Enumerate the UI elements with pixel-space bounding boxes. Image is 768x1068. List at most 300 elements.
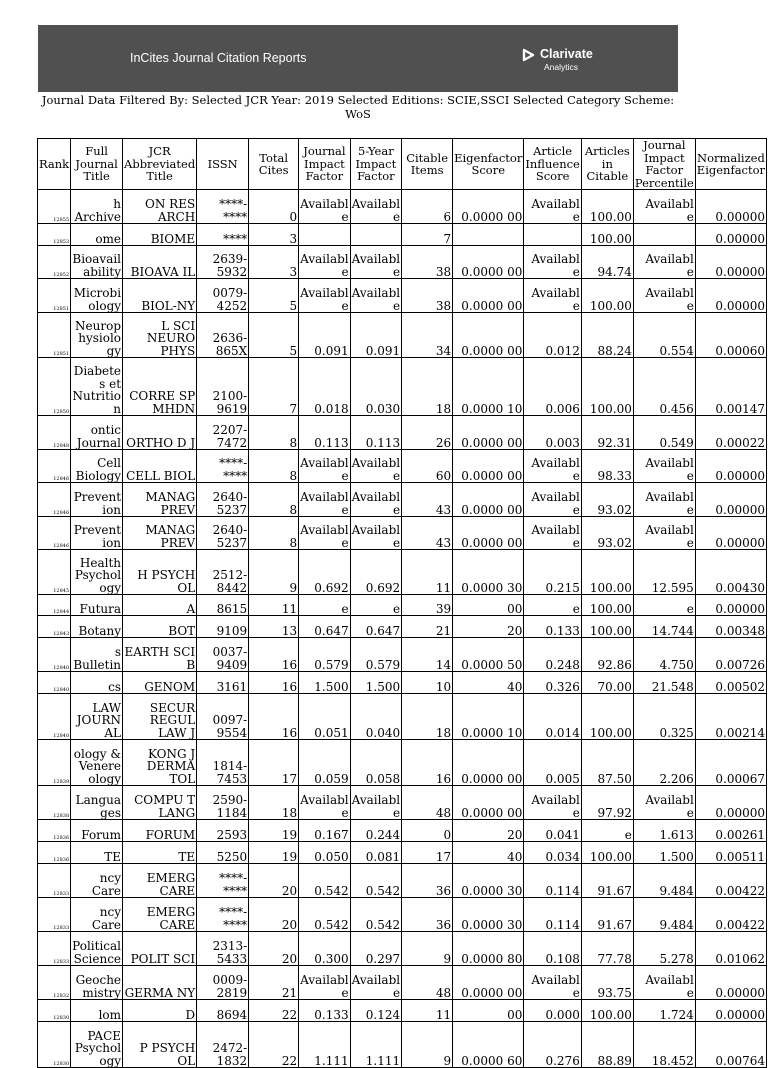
- table-cell: 8: [249, 450, 299, 483]
- table-cell: 8694: [197, 1000, 249, 1022]
- table-cell: 0.00430: [695, 550, 766, 595]
- table-row: [38, 786, 767, 820]
- rank-cell: 12839: [38, 740, 71, 786]
- table-cell: 0.081: [350, 842, 401, 864]
- table-cell: 9.484: [633, 864, 695, 898]
- table-cell: 2.206: [633, 740, 695, 786]
- filter-description: Journal Data Filtered By: Selected JCR Year: 2019 Selected Editions: SCIE,SSCI Selected Category Scheme: WoS: [41, 93, 675, 121]
- rank-cell: 12840: [38, 694, 71, 740]
- table-cell: MANAG PREV: [123, 517, 197, 550]
- table-cell: [350, 224, 401, 246]
- table-cell: 0.00022: [695, 416, 766, 450]
- table-cell: Neurop hysiolo gy: [71, 313, 123, 358]
- table-cell: Botany: [71, 616, 123, 638]
- table-cell: BOT: [123, 616, 197, 638]
- table-cell: ome: [71, 224, 123, 246]
- table-cell: 0.00060: [695, 313, 766, 358]
- table-cell: Availabl e: [299, 279, 350, 313]
- table-cell: 8: [249, 416, 299, 450]
- table-cell: 40: [453, 672, 524, 694]
- table-cell: COMPU T LANG: [123, 786, 197, 820]
- column-header: Normalized Eigenfactor: [695, 139, 766, 190]
- table-cell: ORTHO D J: [123, 416, 197, 450]
- table-cell: 100.00: [581, 279, 633, 313]
- table-cell: 2639-5932: [197, 246, 249, 279]
- table-cell: 5: [249, 279, 299, 313]
- table-cell: 0.051: [299, 694, 350, 740]
- table-cell: Availabl e: [524, 483, 581, 517]
- table-cell: Availabl e: [633, 279, 695, 313]
- table-cell: 0.108: [524, 932, 581, 966]
- table-cell: GENOM: [123, 672, 197, 694]
- table-cell: [633, 224, 695, 246]
- brand-subtitle: Analytics: [544, 62, 579, 72]
- table-cell: 0.554: [633, 313, 695, 358]
- table-row: [38, 279, 767, 313]
- rank-cell: 12851: [38, 279, 71, 313]
- rank-cell: 12832: [38, 966, 71, 1000]
- journal-data-table: [37, 138, 767, 1068]
- table-cell: EARTH SCI B: [123, 638, 197, 672]
- table-cell: ON RES ARCH: [123, 190, 197, 224]
- column-header: Rank: [38, 139, 71, 190]
- table-cell: 48: [402, 786, 453, 820]
- table-cell: 17: [402, 842, 453, 864]
- rank-cell: 12845: [38, 550, 71, 595]
- table-cell: FORUM: [123, 820, 197, 842]
- table-row: [38, 966, 767, 1000]
- table-cell: 5: [249, 313, 299, 358]
- table-cell: 93.02: [581, 517, 633, 550]
- table-cell: 0.647: [350, 616, 401, 638]
- rank-cell: 12846: [38, 450, 71, 483]
- table-cell: H PSYCH OL: [123, 550, 197, 595]
- table-cell: 40: [453, 842, 524, 864]
- table-cell: PACE Psychol ogy: [71, 1022, 123, 1068]
- column-header: Eigenfactor Score: [453, 139, 524, 190]
- table-cell: Political Science: [71, 932, 123, 966]
- table-cell: L SCI NEURO PHYS: [123, 313, 197, 358]
- table-cell: 2640-5237: [197, 517, 249, 550]
- table-cell: 20: [453, 616, 524, 638]
- table-cell: e: [350, 595, 401, 616]
- table-cell: 2207-7472: [197, 416, 249, 450]
- table-cell: 0037-9409: [197, 638, 249, 672]
- table-cell: 0.0000 00: [453, 786, 524, 820]
- table-cell: ****-****: [197, 864, 249, 898]
- table-cell: 1.500: [350, 672, 401, 694]
- table-row: [38, 416, 767, 450]
- table-cell: e: [524, 595, 581, 616]
- table-cell: 0.00067: [695, 740, 766, 786]
- table-cell: 18: [402, 694, 453, 740]
- table-header-row: [38, 139, 767, 190]
- table-row: [38, 224, 767, 246]
- table-cell: 0009-2819: [197, 966, 249, 1000]
- table-cell: 0.114: [524, 898, 581, 932]
- rank-cell: 12830: [38, 1022, 71, 1068]
- table-cell: 20: [453, 820, 524, 842]
- rank-cell: 12833: [38, 932, 71, 966]
- table-cell: 0.0000 10: [453, 358, 524, 416]
- table-cell: Availabl e: [633, 786, 695, 820]
- table-cell: 94.74: [581, 246, 633, 279]
- table-cell: [453, 224, 524, 246]
- rank-cell: 12853: [38, 224, 71, 246]
- table-cell: 9: [402, 1022, 453, 1068]
- table-cell: 0.00000: [695, 786, 766, 820]
- table-cell: 0.542: [350, 864, 401, 898]
- table-cell: Microbi ology: [71, 279, 123, 313]
- table-cell: POLIT SCI: [123, 932, 197, 966]
- table-cell: 0.091: [299, 313, 350, 358]
- table-cell: 36: [402, 898, 453, 932]
- table-cell: 4.750: [633, 638, 695, 672]
- table-cell: 0.692: [299, 550, 350, 595]
- table-cell: 36: [402, 864, 453, 898]
- table-cell: Prevent ion: [71, 483, 123, 517]
- table-cell: 0.0000 00: [453, 483, 524, 517]
- table-cell: 21: [249, 966, 299, 1000]
- table-cell: [524, 224, 581, 246]
- table-cell: 0.003: [524, 416, 581, 450]
- table-cell: 0.579: [299, 638, 350, 672]
- table-cell: 20: [249, 932, 299, 966]
- table-cell: Availabl e: [524, 190, 581, 224]
- table-cell: Bioavail ability: [71, 246, 123, 279]
- table-cell: 2472-1832: [197, 1022, 249, 1068]
- table-cell: 11: [402, 1000, 453, 1022]
- table-cell: 0.00764: [695, 1022, 766, 1068]
- table-cell: 0.579: [350, 638, 401, 672]
- table-cell: 0.00147: [695, 358, 766, 416]
- table-cell: 9109: [197, 616, 249, 638]
- table-cell: 1.500: [299, 672, 350, 694]
- rank-cell: 12848: [38, 416, 71, 450]
- rank-cell: 12852: [38, 246, 71, 279]
- table-cell: e: [633, 595, 695, 616]
- table-cell: 0.124: [350, 1000, 401, 1022]
- table-cell: 43: [402, 483, 453, 517]
- rank-cell: 12836: [38, 842, 71, 864]
- table-cell: 0.0000 00: [453, 279, 524, 313]
- table-row: [38, 740, 767, 786]
- table-row: [38, 694, 767, 740]
- table-cell: 0.244: [350, 820, 401, 842]
- table-cell: 0.041: [524, 820, 581, 842]
- table-row: [38, 1000, 767, 1022]
- column-header: ISSN: [197, 139, 249, 190]
- table-cell: 87.50: [581, 740, 633, 786]
- rank-cell: 12851: [38, 313, 71, 358]
- table-cell: 1.500: [633, 842, 695, 864]
- table-cell: 0.034: [524, 842, 581, 864]
- table-cell: D: [123, 1000, 197, 1022]
- table-cell: Availabl e: [524, 246, 581, 279]
- banner-title: InCites Journal Citation Reports: [130, 51, 307, 65]
- table-cell: 0.00000: [695, 1000, 766, 1022]
- table-cell: TE: [71, 842, 123, 864]
- table-cell: 22: [249, 1022, 299, 1068]
- table-cell: 20: [249, 898, 299, 932]
- table-cell: 0.0000 00: [453, 450, 524, 483]
- table-cell: 0.00000: [695, 190, 766, 224]
- table-row: [38, 898, 767, 932]
- table-row: [38, 1022, 767, 1068]
- table-cell: 0.326: [524, 672, 581, 694]
- table-cell: 0.00000: [695, 279, 766, 313]
- table-cell: 2590-1184: [197, 786, 249, 820]
- table-cell: Availabl e: [350, 517, 401, 550]
- table-cell: BIOAVA IL: [123, 246, 197, 279]
- table-cell: 0.325: [633, 694, 695, 740]
- table-cell: Diabete s et Nutritio n: [71, 358, 123, 416]
- table-cell: Futura: [71, 595, 123, 616]
- table-cell: 6: [402, 190, 453, 224]
- table-row: [38, 358, 767, 416]
- table-cell: Availabl e: [299, 483, 350, 517]
- table-cell: 0.00214: [695, 694, 766, 740]
- table-cell: 9: [249, 550, 299, 595]
- table-cell: 0.058: [350, 740, 401, 786]
- brand-name: Clarivate: [540, 47, 593, 61]
- table-cell: 0.005: [524, 740, 581, 786]
- table-cell: LAW JOURN AL: [71, 694, 123, 740]
- table-cell: 0.113: [299, 416, 350, 450]
- table-cell: 16: [249, 672, 299, 694]
- column-header: Full Journal Title: [71, 139, 123, 190]
- table-cell: 100.00: [581, 224, 633, 246]
- table-cell: Availabl e: [299, 246, 350, 279]
- table-cell: 92.31: [581, 416, 633, 450]
- table-cell: 16: [402, 740, 453, 786]
- table-cell: TE: [123, 842, 197, 864]
- table-cell: 14: [402, 638, 453, 672]
- table-cell: 0.692: [350, 550, 401, 595]
- table-cell: 34: [402, 313, 453, 358]
- table-cell: 100.00: [581, 842, 633, 864]
- table-cell: 39: [402, 595, 453, 616]
- table-cell: 3161: [197, 672, 249, 694]
- rank-cell: 12844: [38, 595, 71, 616]
- table-cell: e: [299, 595, 350, 616]
- table-cell: Availabl e: [299, 517, 350, 550]
- table-cell: Availabl e: [633, 483, 695, 517]
- rank-cell: 12838: [38, 786, 71, 820]
- rank-cell: 12833: [38, 864, 71, 898]
- rank-cell: 12840: [38, 638, 71, 672]
- column-header: Journal Impact Factor: [299, 139, 350, 190]
- table-cell: 0.0000 30: [453, 898, 524, 932]
- table-cell: 43: [402, 517, 453, 550]
- table-cell: h Archive: [71, 190, 123, 224]
- table-cell: 0097-9554: [197, 694, 249, 740]
- table-cell: 0.0000 50: [453, 638, 524, 672]
- table-cell: 38: [402, 279, 453, 313]
- table-cell: 0.00348: [695, 616, 766, 638]
- table-cell: 3: [249, 224, 299, 246]
- table-row: [38, 616, 767, 638]
- table-cell: ncy Care: [71, 898, 123, 932]
- table-cell: 14.744: [633, 616, 695, 638]
- table-cell: 18: [402, 358, 453, 416]
- table-cell: 18.452: [633, 1022, 695, 1068]
- table-cell: ncy Care: [71, 864, 123, 898]
- column-header: Citable Items: [402, 139, 453, 190]
- table-cell: Availabl e: [524, 786, 581, 820]
- table-cell: 16: [249, 694, 299, 740]
- table-cell: Availabl e: [524, 517, 581, 550]
- table-cell: 2100-9619: [197, 358, 249, 416]
- table-cell: MANAG PREV: [123, 483, 197, 517]
- table-cell: 97.92: [581, 786, 633, 820]
- table-cell: 91.67: [581, 898, 633, 932]
- table-cell: 0.0000 00: [453, 740, 524, 786]
- table-cell: 8: [249, 517, 299, 550]
- table-cell: BIOL-NY: [123, 279, 197, 313]
- table-cell: 0.030: [350, 358, 401, 416]
- table-cell: 19: [249, 820, 299, 842]
- table-cell: e: [581, 820, 633, 842]
- table-cell: 0.456: [633, 358, 695, 416]
- table-cell: 100.00: [581, 358, 633, 416]
- table-cell: 0.00502: [695, 672, 766, 694]
- table-cell: KONG J DERMA TOL: [123, 740, 197, 786]
- table-cell: 0.00422: [695, 898, 766, 932]
- table-row: [38, 672, 767, 694]
- table-cell: 18: [249, 786, 299, 820]
- table-cell: 0.00000: [695, 450, 766, 483]
- table-row: [38, 842, 767, 864]
- table-cell: Availabl e: [633, 450, 695, 483]
- clarivate-logo-icon: [522, 48, 536, 62]
- table-cell: Health Psychol ogy: [71, 550, 123, 595]
- table-cell: 0.133: [299, 1000, 350, 1022]
- table-row: [38, 595, 767, 616]
- table-cell: 3: [249, 246, 299, 279]
- table-cell: lom: [71, 1000, 123, 1022]
- table-cell: 16: [249, 638, 299, 672]
- table-cell: 0.215: [524, 550, 581, 595]
- table-cell: 7: [249, 358, 299, 416]
- table-cell: Availabl e: [633, 966, 695, 1000]
- table-cell: 21: [402, 616, 453, 638]
- table-cell: 0.00726: [695, 638, 766, 672]
- table-cell: 38: [402, 246, 453, 279]
- table-cell: 2512-8442: [197, 550, 249, 595]
- table-cell: 93.75: [581, 966, 633, 1000]
- table-cell: 0.300: [299, 932, 350, 966]
- table-cell: CORRE SP MHDN: [123, 358, 197, 416]
- table-row: [38, 864, 767, 898]
- table-cell: P PSYCH OL: [123, 1022, 197, 1068]
- table-cell: 7: [402, 224, 453, 246]
- table-cell: 77.78: [581, 932, 633, 966]
- table-cell: 0.114: [524, 864, 581, 898]
- table-cell: 2313-5433: [197, 932, 249, 966]
- table-cell: 0.059: [299, 740, 350, 786]
- column-header: JCR Abbreviated Title: [123, 139, 197, 190]
- table-cell: 26: [402, 416, 453, 450]
- table-cell: 11: [249, 595, 299, 616]
- table-cell: ****-****: [197, 898, 249, 932]
- table-cell: 22: [249, 1000, 299, 1022]
- table-cell: 0.542: [350, 898, 401, 932]
- table-row: [38, 450, 767, 483]
- table-cell: 10: [402, 672, 453, 694]
- table-cell: 0.00000: [695, 595, 766, 616]
- table-cell: 9: [402, 932, 453, 966]
- table-cell: 0.0000 00: [453, 517, 524, 550]
- table-cell: 2593: [197, 820, 249, 842]
- table-cell: Availabl e: [350, 483, 401, 517]
- rank-cell: 12836: [38, 820, 71, 842]
- table-cell: Availabl e: [524, 450, 581, 483]
- table-cell: 0.0000 00: [453, 246, 524, 279]
- table-cell: 0.0000 10: [453, 694, 524, 740]
- table-cell: 0.297: [350, 932, 401, 966]
- table-cell: 0.00000: [695, 517, 766, 550]
- table-cell: Availabl e: [633, 517, 695, 550]
- table-cell: Availabl e: [350, 279, 401, 313]
- report-banner: [38, 25, 678, 92]
- table-cell: 0.133: [524, 616, 581, 638]
- table-row: [38, 638, 767, 672]
- table-cell: 100.00: [581, 550, 633, 595]
- rank-cell: 12850: [38, 358, 71, 416]
- table-cell: 0.00000: [695, 966, 766, 1000]
- table-cell: ****-****: [197, 450, 249, 483]
- table-cell: Availabl e: [350, 786, 401, 820]
- rank-cell: 12846: [38, 483, 71, 517]
- table-cell: 0.00511: [695, 842, 766, 864]
- table-cell: 93.02: [581, 483, 633, 517]
- table-cell: 00: [453, 595, 524, 616]
- table-cell: ****-****: [197, 190, 249, 224]
- table-cell: Availabl e: [299, 786, 350, 820]
- table-cell: 0.113: [350, 416, 401, 450]
- table-cell: GERMA NY: [123, 966, 197, 1000]
- table-cell: 92.86: [581, 638, 633, 672]
- rank-cell: 12843: [38, 616, 71, 638]
- table-cell: 0.018: [299, 358, 350, 416]
- table-cell: 21.548: [633, 672, 695, 694]
- table-cell: 0.0000 30: [453, 550, 524, 595]
- table-cell: 0.549: [633, 416, 695, 450]
- table-cell: 0.014: [524, 694, 581, 740]
- table-cell: 8: [249, 483, 299, 517]
- rank-cell: 12846: [38, 517, 71, 550]
- table-cell: 1.724: [633, 1000, 695, 1022]
- column-header: Total Cites: [249, 139, 299, 190]
- table-row: [38, 246, 767, 279]
- table-body: [38, 190, 767, 1068]
- table-cell: 0.0000 60: [453, 1022, 524, 1068]
- table-cell: 88.89: [581, 1022, 633, 1068]
- column-header: 5-Year Impact Factor: [350, 139, 401, 190]
- table-cell: 0.0000 00: [453, 416, 524, 450]
- table-cell: 0.0000 00: [453, 313, 524, 358]
- table-cell: 5250: [197, 842, 249, 864]
- table-cell: ology & Venere ology: [71, 740, 123, 786]
- table-cell: 0.01062: [695, 932, 766, 966]
- table-cell: 0.00422: [695, 864, 766, 898]
- table-cell: 0.542: [299, 898, 350, 932]
- table-cell: Geoche mistry: [71, 966, 123, 1000]
- table-cell: Availabl e: [633, 190, 695, 224]
- table-cell: Forum: [71, 820, 123, 842]
- rank-cell: 12833: [38, 898, 71, 932]
